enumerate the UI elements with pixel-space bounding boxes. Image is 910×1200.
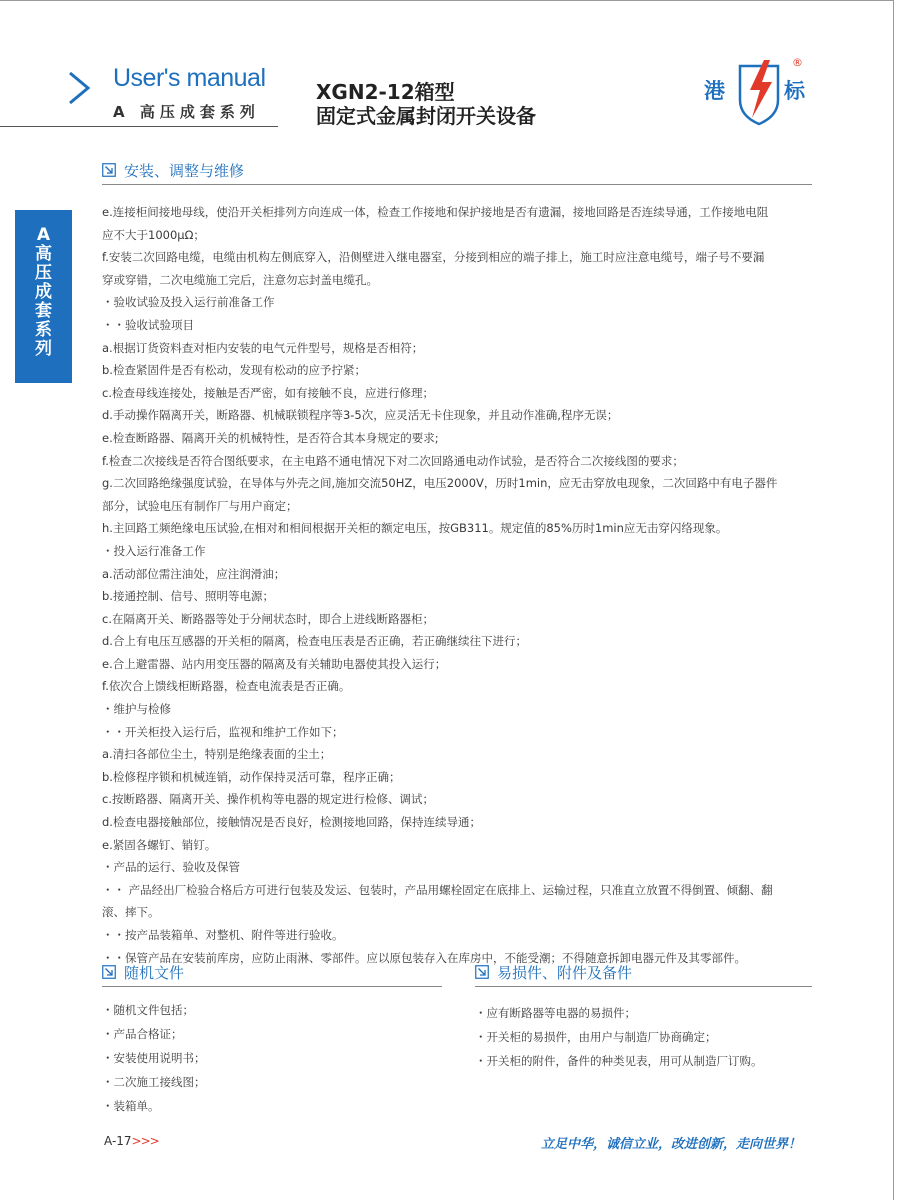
body-line: 部分，试验电压有制作厂与用户商定； [102,498,298,513]
body-line: ・维护与检修 [102,702,171,717]
page-number-text: A-17 [104,1134,132,1148]
logo-char-1: 港 [704,79,725,103]
body-line: b.检修程序锁和机械连销，动作保持灵活可靠，程序正确； [102,769,401,784]
logo-char-2: 标 [784,79,805,103]
side-tab-char: A [36,225,51,245]
page-arrows: >>> [131,1134,159,1148]
body-line: d.手动操作隔离开关，断路器、机械联锁程序等3-5次，应灵活无卡住现象，并且动作准确,程序无误； [102,408,619,423]
section-title: 易损件、附件及备件 [497,964,633,982]
down-right-arrow-box-icon [102,965,116,979]
side-tab-char: 成 [35,282,52,302]
frame-line-top [0,0,893,1]
body-line: d.检查电器接触部位，接触情况是否良好，检测接地回路，保持连续导通； [102,815,481,830]
body-line: c.按断路器、隔离开关、操作机构等电器的规定进行检修、调试； [102,792,434,807]
company-slogan: 立足中华，诚信立业，改进创新，走向世界！ [541,1137,802,1152]
side-tab-char: 高 [35,244,52,264]
side-tab-char: 套 [35,301,52,321]
side-tab-series [15,210,72,383]
page-number [104,1134,159,1148]
header-rule [0,126,278,127]
body-line: g.二次回路绝缘强度试验，在导体与外壳之间,施加交流50HZ，电压2000V，历时1min，应无击穿放电现象，二次回路中有电子器件 [102,476,778,491]
body-line: f.安装二次回路电缆，电缆由机构左侧底穿入，沿侧壁进入继电器室，分接到相应的端子排上，施工时应注意电缆号，端子号不要漏 [102,250,765,265]
body-line: ・・验收试验项目 [102,317,194,332]
body-line: ・投入运行准备工作 [102,543,206,558]
body-line: 穿或穿错，二次电缆施工完后，注意勿忘封盖电缆孔。 [102,272,378,287]
body-line: b.检查紧固件是否有松动，发现有松动的应予拧紧； [102,363,366,378]
section-title: 安装、调整与维修 [124,162,245,180]
body-line: ・・按产品装箱单、对整机、附件等进行验收。 [102,928,344,942]
body-line: ・随机文件包括； [102,1003,194,1017]
body-line: ・开关柜的附件，备件的种类见表，用可从制造厂订购。 [475,1054,763,1068]
manual-title: User's manual [113,64,266,92]
body-line: ・二次施工接线图； [102,1075,206,1089]
body-line: e.合上避雷器、站内用变压器的隔离及有关辅助电器使其投入运行； [102,656,447,671]
product-model: XGN2-12箱型 [316,80,455,104]
body-line: e.紧固各螺钉、销钉。 [102,837,217,852]
product-description: 固定式金属封闭开关设备 [316,104,536,128]
body-line: ・安装使用说明书； [102,1051,206,1065]
body-line: ・验收试验及投入运行前准备工作 [102,295,275,310]
spares-body [475,1001,763,1073]
section-title: 随机文件 [124,964,185,982]
body-line: c.在隔离开关、断路器等处于分闸状态时，即合上进线断路器柜； [102,611,434,626]
side-tab-char: 压 [35,263,52,283]
body-line: a.清扫各部位尘土，特别是绝缘表面的尘土； [102,747,332,762]
section-rule [102,986,442,987]
body-line: h.主回路工频绝缘电压试验,在相对和相间根据开关柜的额定电压，按GB311。规定值的85%历时1min应无击穿闪络现象。 [102,521,728,536]
frame-line-right [893,0,894,1200]
body-line: e.连接柜间接地母线，使沿开关柜排列方向连成一体，检查工作接地和保护接地是否有遗漏，接地回路是否连续导通，工作接地电阻 [102,205,769,219]
down-right-arrow-box-icon [475,965,489,979]
chevron-right-icon [66,70,92,106]
body-line: f.检查二次接线是否符合图纸要求，在主电路不通电情况下对二次回路通电动作试验，是否符合二次接线图的要求； [102,453,684,468]
body-line: d.合上有电压互感器的开关柜的隔离，检查电压表是否正确，若正确继续往下进行； [102,634,527,649]
side-tab-char: 系 [35,320,52,340]
section-rule [102,184,812,185]
section-rule [475,986,812,987]
logo-registered-mark: ® [792,56,803,69]
body-line: ・产品的运行、验收及保管 [102,860,240,875]
body-line: e.检查断路器、隔离开关的机械特性，是否符合其本身规定的要求; [102,430,439,445]
body-line: ・・ 产品经出厂检验合格后方可进行包装及发运、包装时，产品用螺栓固定在底排上、运输过程，只准直立放置不得倒置、倾翻、翻 [102,882,773,897]
body-line: b.接通控制、信号、照明等电源； [102,589,274,604]
body-line: a.活动部位需注油处，应注润滑油； [102,566,286,581]
body-line: ・应有断路器等电器的易损件； [475,1006,636,1020]
body-line: ・装箱单。 [102,1099,160,1113]
body-line: ・开关柜的易损件，由用户与制造厂协商确定； [475,1030,717,1044]
company-logo [700,54,816,126]
series-subtitle: A 高压成套系列 [113,103,260,121]
body-line: a.根据订货资料查对柜内安装的电气元件型号，规格是否相符； [102,340,424,355]
body-line: 应不大于1000μΩ； [102,227,205,242]
body-line: c.检查母线连接处，接触是否严密，如有接触不良，应进行修理； [102,385,434,400]
body-line: ・・开关柜投入运行后，监视和维护工作如下； [102,724,344,739]
body-line: f.依次合上馈线柜断路器，检查电流表是否正确。 [102,679,351,694]
docs-body [102,998,206,1118]
down-right-arrow-box-icon [102,163,116,177]
body-line: 滚、摔下。 [102,905,160,920]
install-body [102,201,820,969]
body-line: ・・保管产品在安装前库房，应防止雨淋、零部件。应以原包装存入在库房中，不能受潮；不得随意拆卸电器元件及其零部件。 [102,950,746,965]
side-tab-char: 列 [35,339,52,359]
body-line: ・产品合格证； [102,1027,183,1041]
